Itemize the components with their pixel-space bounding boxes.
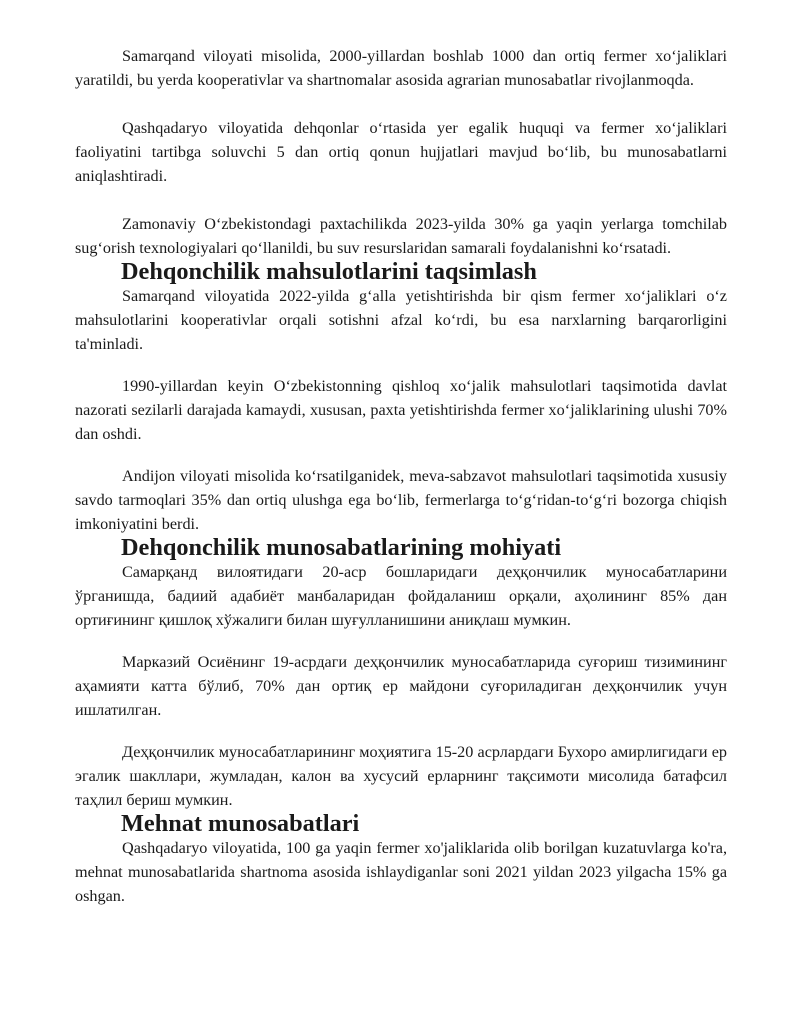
document-page <box>75 44 727 908</box>
section-heading-distribution: Dehqonchilik mahsulotlarini taqsimlash <box>121 258 537 285</box>
section-heading-labor: Mehnat munosabatlari <box>121 810 360 837</box>
paragraph: Марказий Осиёнинг 19-асрдаги деҳқончилик муносабатларида суғориш тизимининг аҳамияти катта бўлиб, 70% дан ортиқ ер майдони суғориладиган деҳқончилик учун ишлатилган. <box>75 653 727 719</box>
paragraph: Деҳқончилик муносабатларининг моҳиятига 15-20 асрлардаги Бухоро амирлигидаги ер эгалик шакллари, жумладан, калон ва хусусий ерларнинг тақсимоти мисолида батафсил таҳлил бериш мумкин. <box>75 743 727 809</box>
paragraph: Zamonaviy O‘zbekistondagi paxtachilikda 2023-yilda 30% ga yaqin yerlarga tomchilab sug‘orish texnologiyalari qo‘llanildi, bu suv resurslaridan samarali foydalanishni ko‘rsatadi. <box>75 215 727 257</box>
section-heading-essence: Dehqonchilik munosabatlarining mohiyati <box>121 534 562 561</box>
paragraph: Andijon viloyati misolida ko‘rsatilganidek, meva-sabzavot mahsulotlari taqsimotida xususiy savdo tarmoqlari 35% dan ortiq ulushga ega bo‘lib, fermerlarga to‘g‘ridan-to‘g‘ri bozorga chiqish imkoniyatini berdi. <box>75 467 727 533</box>
paragraph: Qashqadaryo viloyatida dehqonlar o‘rtasida yer egalik huquqi va fermer xo‘jaliklari faoliyatini tartibga soluvchi 5 dan ortiq qonun hujjatlari mavjud bo‘lib, bu munosabatlarni aniqlashtiradi. <box>75 119 727 185</box>
paragraph: Samarqand viloyati misolida, 2000-yillardan boshlab 1000 dan ortiq fermer xo‘jaliklari yaratildi, bu yerda kooperativlar va shartnomalar asosida agrarian munosabatlar rivojlanmoqda. <box>75 47 727 89</box>
paragraph: 1990-yillardan keyin O‘zbekistonning qishloq xo‘jalik mahsulotlari taqsimotida davlat nazorati sezilarli darajada kamaydi, xususan, paxta yetishtirishda fermer xo‘jaliklarining ulushi 70% dan oshdi. <box>75 377 727 443</box>
paragraph: Samarqand viloyatida 2022-yilda g‘alla yetishtirishda bir qism fermer xo‘jaliklari o‘z mahsulotlarini kooperativlar orqali sotishni afzal ko‘rdi, bu esa narxlarning barqarorligini ta'minladi. <box>75 287 727 353</box>
paragraph: Qashqadaryo viloyatida, 100 ga yaqin fermer xo'jaliklarida olib borilgan kuzatuvlarga ko'ra, mehnat munosabatlarida shartnoma asosida ishlaydiganlar soni 2021 yildan 2023 yilgacha 15% ga oshgan. <box>75 839 727 905</box>
paragraph: Самарқанд вилоятидаги 20-аср бошларидаги деҳқончилик муносабатларини ўрганишда, бадиий адабиёт манбаларидан фойдаланиш орқали, аҳолининг 85% дан ортиғининг қишлоқ хўжалиги билан шуғулланишини аниқлаш мумкин. <box>75 563 727 629</box>
